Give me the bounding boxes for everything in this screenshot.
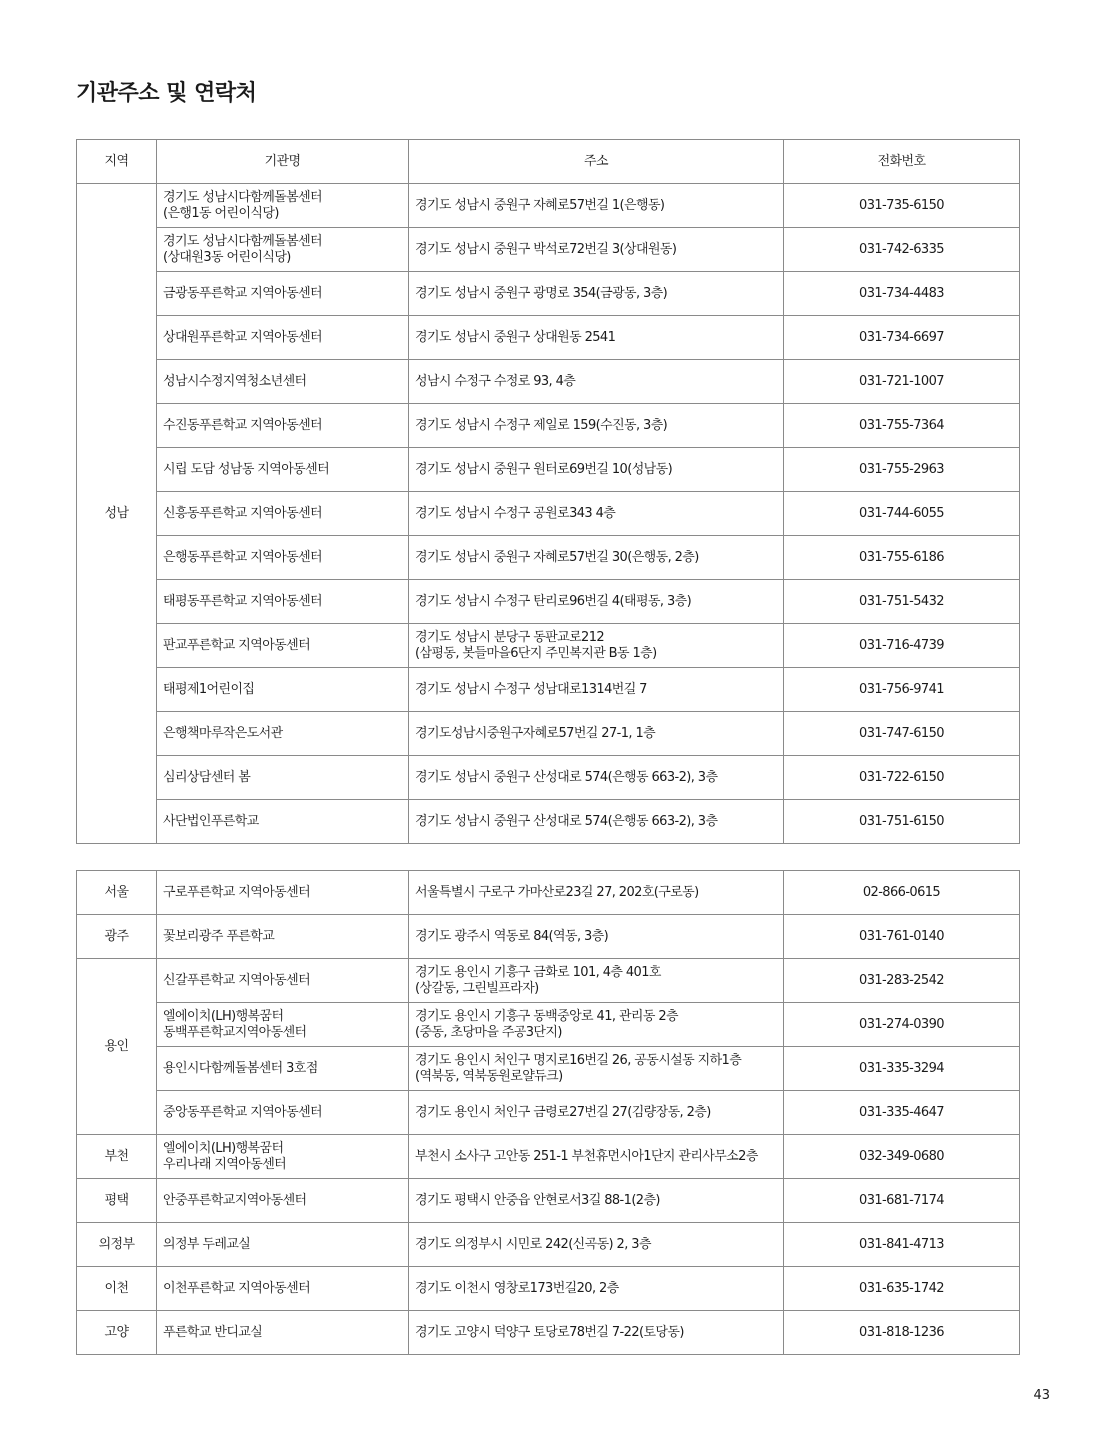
institution-phone: 031-335-4647 [784, 1091, 1020, 1135]
institution-phone: 031-734-4483 [784, 272, 1020, 316]
institution-phone: 031-721-1007 [784, 360, 1020, 404]
institution-address: 경기도 이천시 영창로173번길20, 2층 [409, 1267, 784, 1311]
institution-phone: 031-761-0140 [784, 915, 1020, 959]
institution-address: 경기도 성남시 중원구 자혜로57번길 1(은행동) [409, 184, 784, 228]
institution-phone: 02-866-0615 [784, 871, 1020, 915]
institution-phone: 031-755-7364 [784, 404, 1020, 448]
institution-address: 경기도 성남시 중원구 박석로72번길 3(상대원동) [409, 228, 784, 272]
region-cell: 서울 [77, 871, 157, 915]
institution-name: 성남시수정지역청소년센터 [157, 360, 409, 404]
institution-address: 경기도 성남시 중원구 산성대로 574(은행동 663-2), 3층 [409, 756, 784, 800]
page-number: 43 [1033, 1388, 1050, 1403]
institution-address: 경기도 성남시 수정구 공원로343 4층 [409, 492, 784, 536]
region-cell: 부천 [77, 1135, 157, 1179]
table-row [77, 536, 1020, 580]
institution-name: 신갈푸른학교 지역아동센터 [157, 959, 409, 1003]
institution-address: 경기도 용인시 처인구 금령로27번길 27(김량장동, 2층) [409, 1091, 784, 1135]
table-row [77, 404, 1020, 448]
region-cell: 고양 [77, 1311, 157, 1355]
institution-phone: 031-751-5432 [784, 580, 1020, 624]
table-row [77, 756, 1020, 800]
institution-name: 은행동푸른학교 지역아동센터 [157, 536, 409, 580]
institution-phone: 031-283-2542 [784, 959, 1020, 1003]
institution-name: 경기도 성남시다함께돌봄센터 (은행1동 어린이식당) [157, 184, 409, 228]
institution-name: 사단법인푸른학교 [157, 800, 409, 844]
region-cell: 의정부 [77, 1223, 157, 1267]
institution-name: 태평동푸른학교 지역아동센터 [157, 580, 409, 624]
institution-address: 경기도 성남시 수정구 제일로 159(수진동, 3층) [409, 404, 784, 448]
region-cell: 이천 [77, 1267, 157, 1311]
institution-name: 상대원푸른학교 지역아동센터 [157, 316, 409, 360]
institution-address: 성남시 수정구 수정로 93, 4층 [409, 360, 784, 404]
table-row [77, 316, 1020, 360]
institution-name: 푸른학교 반디교실 [157, 1311, 409, 1355]
institution-address: 경기도 광주시 역동로 84(역동, 3층) [409, 915, 784, 959]
institution-phone: 031-274-0390 [784, 1003, 1020, 1047]
institution-name: 중앙동푸른학교 지역아동센터 [157, 1091, 409, 1135]
institution-name: 용인시다함께돌봄센터 3호점 [157, 1047, 409, 1091]
institution-phone: 031-722-6150 [784, 756, 1020, 800]
header-address: 주소 [409, 140, 784, 184]
institution-name: 의정부 두레교실 [157, 1223, 409, 1267]
institution-name: 안중푸른학교지역아동센터 [157, 1179, 409, 1223]
institution-name: 구로푸른학교 지역아동센터 [157, 871, 409, 915]
table-header-row [77, 140, 1020, 184]
region-cell: 평택 [77, 1179, 157, 1223]
institution-address: 경기도 성남시 수정구 성남대로1314번길 7 [409, 668, 784, 712]
institution-phone: 031-841-4713 [784, 1223, 1020, 1267]
institution-name: 수진동푸른학교 지역아동센터 [157, 404, 409, 448]
institution-address: 부천시 소사구 고안동 251-1 부천휴먼시아1단지 관리사무소2층 [409, 1135, 784, 1179]
institution-address: 경기도 고양시 덕양구 토당로78번길 7-22(토당동) [409, 1311, 784, 1355]
table-row [77, 1179, 1020, 1223]
institution-address: 경기도 용인시 기흥구 동백중앙로 41, 관리동 2층 (중동, 초당마을 주공3단지) [409, 1003, 784, 1047]
table-row [77, 959, 1020, 1003]
institution-address: 서울특별시 구로구 가마산로23길 27, 202호(구로동) [409, 871, 784, 915]
institution-name: 시립 도담 성남동 지역아동센터 [157, 448, 409, 492]
institution-name: 이천푸른학교 지역아동센터 [157, 1267, 409, 1311]
institution-phone: 031-818-1236 [784, 1311, 1020, 1355]
institution-phone: 031-735-6150 [784, 184, 1020, 228]
institution-name: 판교푸른학교 지역아동센터 [157, 624, 409, 668]
table-row [77, 915, 1020, 959]
table-row [77, 712, 1020, 756]
table-row [77, 871, 1020, 915]
institution-name: 신흥동푸른학교 지역아동센터 [157, 492, 409, 536]
institution-address: 경기도 성남시 중원구 상대원동 2541 [409, 316, 784, 360]
table-row [77, 1135, 1020, 1179]
institution-phone: 031-742-6335 [784, 228, 1020, 272]
table-row [77, 360, 1020, 404]
table-row [77, 228, 1020, 272]
institution-address: 경기도 평택시 안중읍 안현로서3길 88-1(2층) [409, 1179, 784, 1223]
institution-address: 경기도 의정부시 시민로 242(신곡동) 2, 3층 [409, 1223, 784, 1267]
contact-table-seongnam [76, 139, 1020, 844]
institution-name: 엘에이치(LH)행복꿈터 동백푸른학교지역아동센터 [157, 1003, 409, 1047]
table-row [77, 492, 1020, 536]
institution-address: 경기도성남시중원구자혜로57번길 27-1, 1층 [409, 712, 784, 756]
institution-phone: 031-751-6150 [784, 800, 1020, 844]
institution-name: 금광동푸른학교 지역아동센터 [157, 272, 409, 316]
institution-phone: 031-681-7174 [784, 1179, 1020, 1223]
page-title: 기관주소 및 연락처 [76, 81, 257, 106]
table-row [77, 1091, 1020, 1135]
institution-address: 경기도 성남시 수정구 탄리로96번길 4(태평동, 3층) [409, 580, 784, 624]
institution-phone: 032-349-0680 [784, 1135, 1020, 1179]
institution-name: 태평제1어린이집 [157, 668, 409, 712]
institution-address: 경기도 용인시 처인구 명지로16번길 26, 공동시설동 지하1층 (역북동, 역북동원로얄듀크) [409, 1047, 784, 1091]
institution-phone: 031-744-6055 [784, 492, 1020, 536]
table-row [77, 184, 1020, 228]
institution-phone: 031-734-6697 [784, 316, 1020, 360]
institution-name: 엘에이치(LH)행복꿈터 우리나래 지역아동센터 [157, 1135, 409, 1179]
table-row [77, 668, 1020, 712]
institution-name: 경기도 성남시다함께돌봄센터 (상대원3동 어린이식당) [157, 228, 409, 272]
institution-phone: 031-755-2963 [784, 448, 1020, 492]
contact-table-other-regions [76, 870, 1020, 1355]
header-region: 지역 [77, 140, 157, 184]
header-institution: 기관명 [157, 140, 409, 184]
institution-name: 은행책마루작은도서관 [157, 712, 409, 756]
institution-name: 심리상담센터 봄 [157, 756, 409, 800]
header-phone: 전화번호 [784, 140, 1020, 184]
institution-address: 경기도 성남시 중원구 광명로 354(금광동, 3층) [409, 272, 784, 316]
table-row [77, 1223, 1020, 1267]
table-row [77, 1003, 1020, 1047]
institution-name: 꽃보리광주 푸른학교 [157, 915, 409, 959]
table-row [77, 624, 1020, 668]
institution-address: 경기도 용인시 기흥구 금화로 101, 4층 401호 (상갈동, 그린빌프라자) [409, 959, 784, 1003]
institution-address: 경기도 성남시 분당구 동판교로212 (삼평동, 봇들마을6단지 주민복지관 B동 1층) [409, 624, 784, 668]
institution-phone: 031-335-3294 [784, 1047, 1020, 1091]
region-cell: 용인 [77, 959, 157, 1135]
institution-phone: 031-755-6186 [784, 536, 1020, 580]
table-row [77, 1267, 1020, 1311]
institution-address: 경기도 성남시 중원구 산성대로 574(은행동 663-2), 3층 [409, 800, 784, 844]
institution-address: 경기도 성남시 중원구 자혜로57번길 30(은행동, 2층) [409, 536, 784, 580]
table-row [77, 1047, 1020, 1091]
table-row [77, 448, 1020, 492]
institution-phone: 031-747-6150 [784, 712, 1020, 756]
table-row [77, 580, 1020, 624]
region-cell: 성남 [77, 184, 157, 844]
region-cell: 광주 [77, 915, 157, 959]
table-row [77, 800, 1020, 844]
table-row [77, 1311, 1020, 1355]
institution-phone: 031-716-4739 [784, 624, 1020, 668]
institution-phone: 031-635-1742 [784, 1267, 1020, 1311]
institution-address: 경기도 성남시 중원구 원터로69번길 10(성남동) [409, 448, 784, 492]
institution-phone: 031-756-9741 [784, 668, 1020, 712]
table-row [77, 272, 1020, 316]
